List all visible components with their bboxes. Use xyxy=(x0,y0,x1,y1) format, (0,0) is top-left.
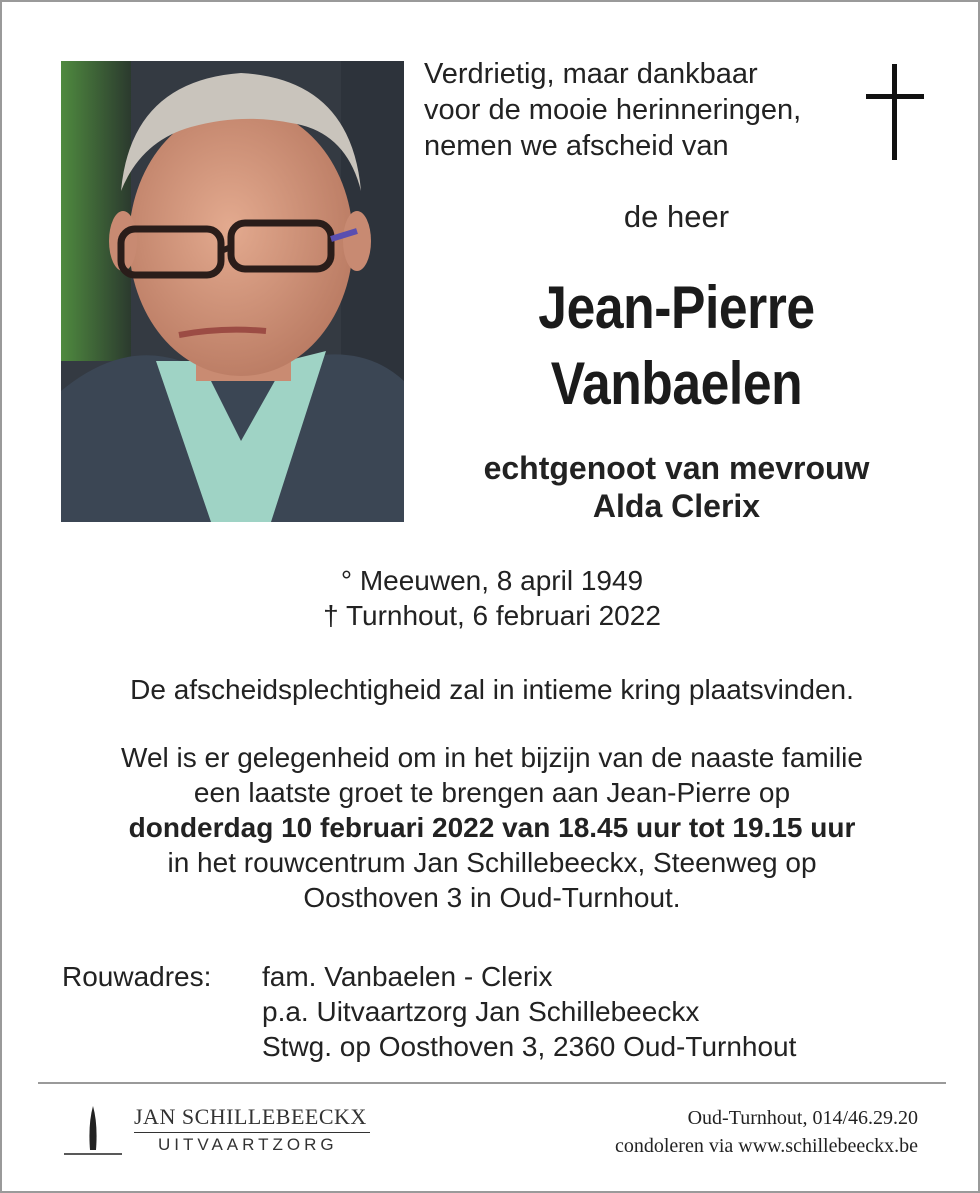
deceased-name xyxy=(459,270,893,422)
address-line: Stwg. op Oosthoven 3, 2360 Oud-Turnhout xyxy=(262,1031,797,1062)
intro-line: nemen we afscheid van xyxy=(424,130,729,162)
portrait-illustration xyxy=(61,61,404,522)
visitation-notice xyxy=(42,740,942,915)
visitation-line: een laatste groet te brengen aan Jean-Pierre op xyxy=(193,777,791,808)
first-name: Jean-Pierre xyxy=(538,274,815,341)
logo-subtitle: UITVAARTZORG xyxy=(158,1135,338,1154)
birth-date: ° Meeuwen, 8 april 1949 xyxy=(340,565,644,596)
footer-contact xyxy=(615,1104,918,1160)
visitation-line: Oosthoven 3 in Oud-Turnhout. xyxy=(303,882,681,913)
address-line: p.a. Uitvaartzorg Jan Schillebeeckx xyxy=(262,996,700,1027)
footer-divider xyxy=(38,1082,946,1084)
life-dates xyxy=(42,563,942,633)
cypress-tree-icon xyxy=(64,1102,122,1160)
intro-line: voor de mooie herinneringen, xyxy=(424,94,802,126)
intro-line: Verdrietig, maar dankbaar xyxy=(424,58,758,90)
cross-icon xyxy=(866,64,924,162)
intro-text xyxy=(424,56,854,164)
logo-name: JAN SCHILLEBEECKX xyxy=(134,1104,367,1129)
portrait-photo xyxy=(61,61,404,522)
last-name: Vanbaelen xyxy=(550,350,803,417)
spouse-name: Alda Clerix xyxy=(592,488,761,524)
visitation-line: Wel is er gelegenheid om in het bijzijn van de naaste familie xyxy=(121,742,863,773)
salutation: de heer xyxy=(623,199,730,234)
address-label: Rouwadres: xyxy=(62,961,212,992)
contact-website: condoleren via www.schillebeeckx.be xyxy=(614,1135,918,1157)
address-lines xyxy=(262,959,902,1064)
logo-rule xyxy=(134,1132,370,1133)
spouse-relation: echtgenoot van mevrouw xyxy=(483,450,870,486)
spouse-info xyxy=(424,449,929,525)
funeral-home-logo xyxy=(64,1102,384,1162)
address-line: fam. Vanbaelen - Clerix xyxy=(262,961,553,992)
visitation-line: in het rouwcentrum Jan Schillebeeckx, Steenweg op xyxy=(167,847,817,878)
death-date: † Turnhout, 6 februari 2022 xyxy=(323,600,661,631)
visitation-date-time: donderdag 10 februari 2022 van 18.45 uur tot 19.15 uur xyxy=(128,812,856,843)
contact-phone: Oud-Turnhout, 014/46.29.20 xyxy=(687,1107,918,1129)
ceremony-notice: De afscheidsplechtigheid zal in intieme kring plaatsvinden. xyxy=(130,674,854,705)
